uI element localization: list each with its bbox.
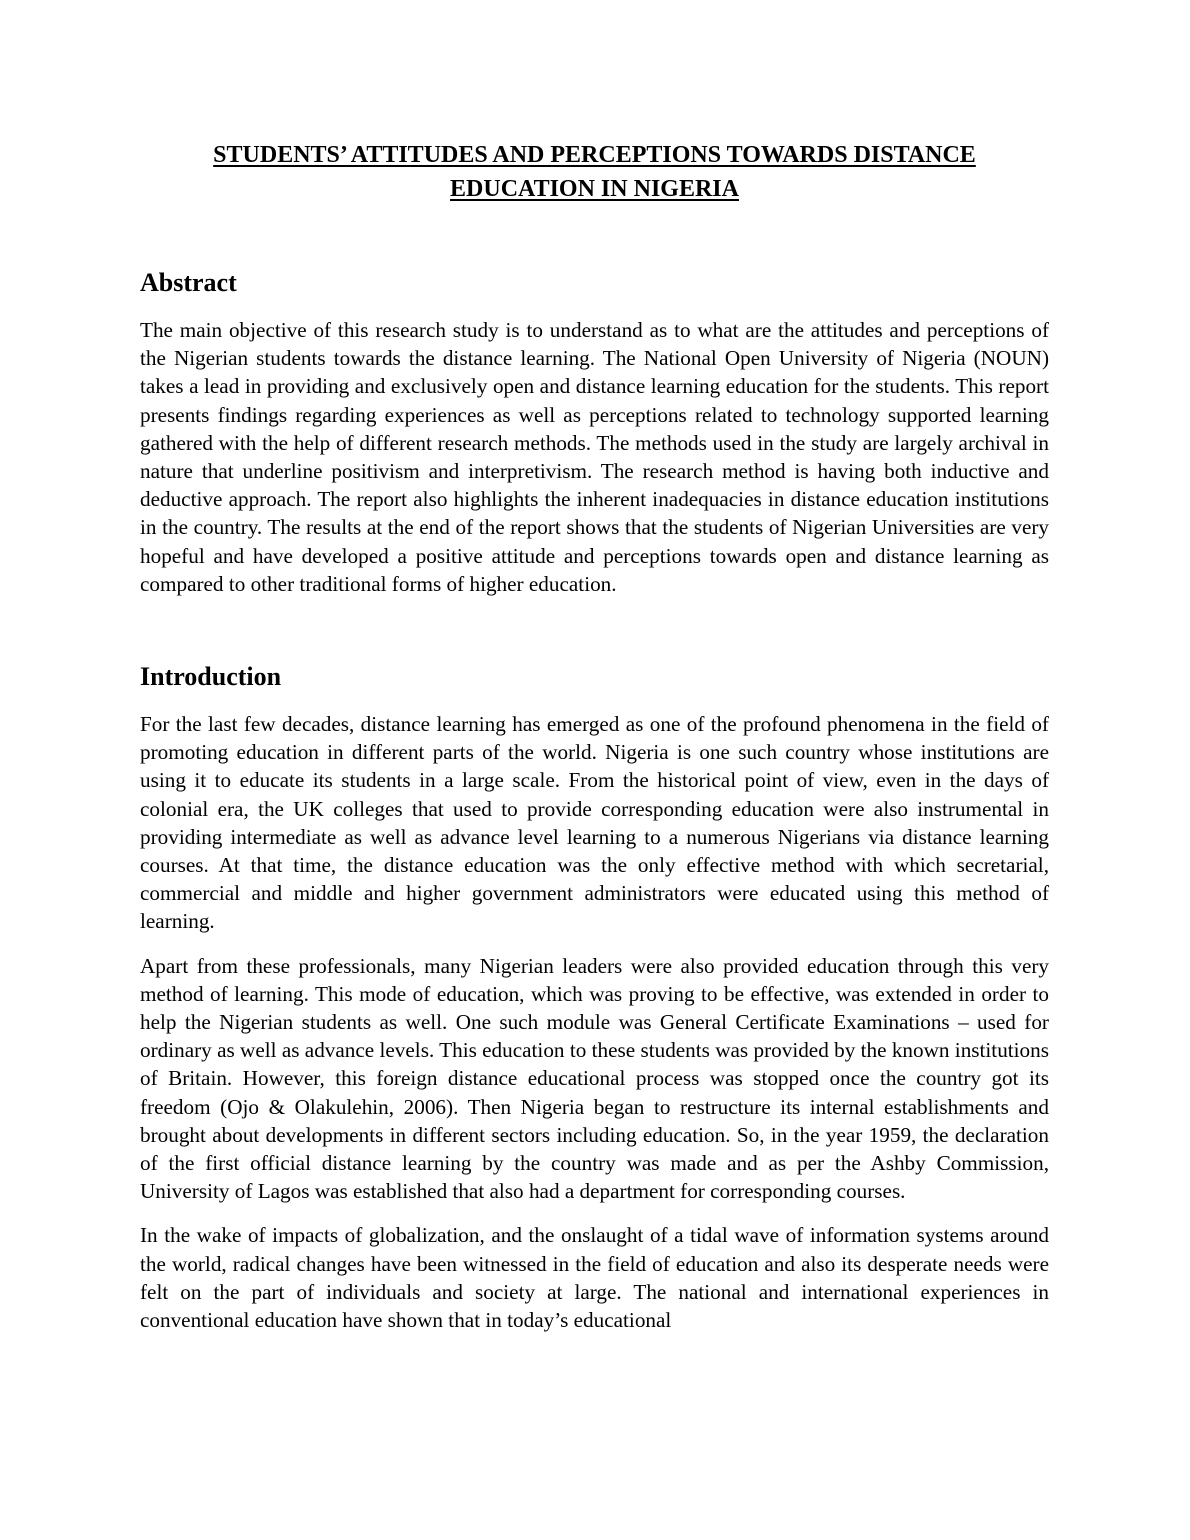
introduction-paragraph-2: Apart from these professionals, many Nigerian leaders were also provided education through this very method of learning. This mode of education, which was proving to be effective, was extended in order to help the Nigerian students as well. One such module was General Certificate Examinations – used for ordinary as well as advance levels. This education to these students was provided by the known institutions of Britain. However, this foreign distance educational process was stopped once the country got its freedom (Ojo & Olakulehin, 2006). Then Nigeria began to restructure its internal establishments and brought about developments in different sectors including education. So, in the year 1959, the declaration of the first official distance learning by the country was made and as per the Ashby Commission, University of Lagos was established that also had a department for corresponding courses. [140, 953, 1049, 1204]
abstract-heading: Abstract [140, 268, 237, 297]
document-title [140, 138, 1049, 206]
document-title-line-1: STUDENTS’ ATTITUDES AND PERCEPTIONS TOWARDS DISTANCE [213, 142, 976, 168]
document-page [140, 138, 1049, 1334]
introduction-paragraph-1: For the last few decades, distance learning has emerged as one of the profound phenomena in the field of promoting education in different parts of the world. Nigeria is one such country whose institutions are using it to educate its students in a large scale. From the historical point of view, even in the days of colonial era, the UK colleges that used to provide corresponding education were also instrumental in providing intermediate as well as advance level learning to a numerous Nigerians via distance learning courses. At that time, the distance education was the only effective method with which secretarial, commercial and middle and higher government administrators were educated using this method of learning. [140, 712, 1049, 934]
introduction-paragraph-3: In the wake of impacts of globalization, and the onslaught of a tidal wave of information systems around the world, radical changes have been witnessed in the field of education and also its desperate needs were felt on the part of individuals and society at large. The national and international experiences in conventional education have shown that in today’s educational [140, 1223, 1049, 1333]
abstract-paragraph: The main objective of this research study is to understand as to what are the attitudes and perceptions of the Nigerian students towards the distance learning. The National Open University of Nigeria (NOUN) takes a lead in providing and exclusively open and distance learning education for the students. This report presents findings regarding experiences as well as perceptions related to technology supported learning gathered with the help of different research methods. The methods used in the study are largely archival in nature that underline positivism and interpretivism. The research method is having both inductive and deductive approach. The report also highlights the inherent inadequacies in distance education institutions in the country. The results at the end of the report shows that the students of Nigerian Universities are very hopeful and have developed a positive attitude and perceptions towards open and distance learning as compared to other traditional forms of higher education. [140, 318, 1049, 596]
document-title-line-2: EDUCATION IN NIGERIA [450, 176, 739, 202]
introduction-heading: Introduction [140, 662, 282, 692]
